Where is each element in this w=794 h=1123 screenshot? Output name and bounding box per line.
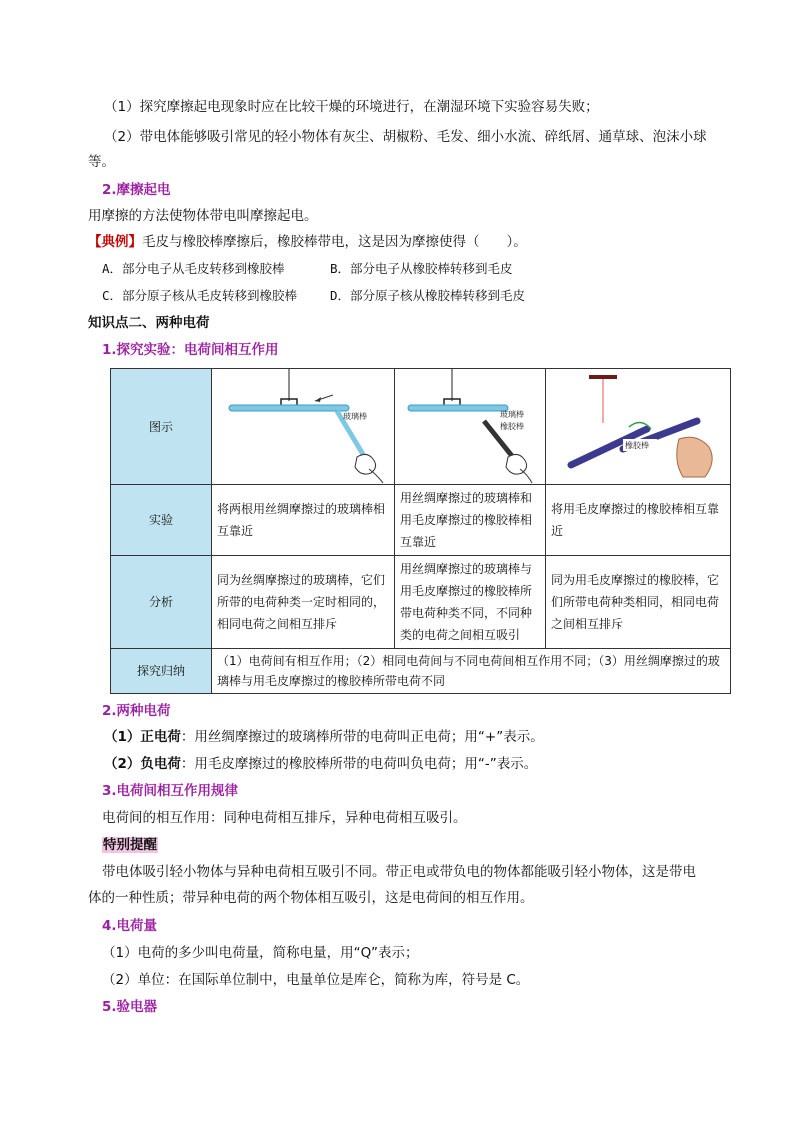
positive-charge-text: ：用丝绸摩擦过的玻璃棒所带的电荷叫正电荷；用“+”表示。 <box>180 729 544 745</box>
charge-quantity-definition: （1）电荷的多少叫电荷量，简称电量，用“Q”表示； <box>102 945 419 961</box>
table-row <box>111 369 731 485</box>
option-a: A．部分电子从毛皮转移到橡胶棒 <box>102 261 285 276</box>
option-b: B．部分电子从橡胶棒转移到毛皮 <box>330 261 513 276</box>
section-heading-two-charges: 2.两种电荷 <box>102 703 171 719</box>
diagram-glass-rubber <box>395 369 546 485</box>
row-label-diagram: 图示 <box>111 369 212 485</box>
negative-number: （2） <box>104 756 141 772</box>
label-rubber-rod-2: 橡胶棒 <box>500 422 524 431</box>
friction-definition: 用摩擦的方法使物体带电叫摩擦起电。 <box>88 208 318 224</box>
diagram-rubber-rubber <box>546 369 731 485</box>
special-note-label: 特别提醒 <box>103 837 157 853</box>
interaction-law-text: 电荷间的相互作用：同种电荷相互排斥，异种电荷相互吸引。 <box>102 810 467 826</box>
option-c: C．部分原子核从毛皮转移到橡胶棒 <box>102 288 298 303</box>
row-label-summary: 探究归纳 <box>111 649 212 694</box>
positive-charge-definition <box>104 727 544 747</box>
charge-quantity-unit: （2）单位：在国际单位制中，电量单位是库仑，简称为库，符号是 C。 <box>102 972 530 988</box>
special-note-label-wrap <box>102 835 158 855</box>
example-tag: 【典例】 <box>88 234 142 250</box>
intro-note-1: （1）探究摩擦起电现象时应在比较干燥的环境进行，在潮湿环境下实验容易失败； <box>104 99 599 115</box>
section-heading-charge-quantity: 4.电荷量 <box>102 918 158 934</box>
intro-note-2-line1: （2）带电体能够吸引常见的轻小物体有灰尘、胡椒粉、毛发、细小水流、碎纸屑、通草球、泡沫小球 <box>104 129 707 145</box>
analysis-cell-1: 同为丝绸摩擦过的玻璃棒，它们所带的电荷种类一定时相同的，相同电荷之间相互排斥 <box>212 556 395 649</box>
example-text: 毛皮与橡胶棒摩擦后，橡胶棒带电，这是因为摩擦使得（ ）。 <box>142 234 527 250</box>
label-rubber-rod-3: 橡胶棒 <box>625 441 649 450</box>
experiment-cell-2: 用丝绸摩擦过的玻璃棒和用毛皮摩擦过的橡胶棒相互靠近 <box>395 485 546 556</box>
positive-number: （1） <box>104 729 141 745</box>
row-label-experiment: 实验 <box>111 485 212 556</box>
special-note-line1: 带电体吸引轻小物体与异种电荷相互吸引不同。带正电或带负电的物体都能吸引轻小物体，这是带电 <box>102 864 696 880</box>
experiment-cell-1: 将两根用丝绸摩擦过的玻璃棒相互靠近 <box>212 485 395 556</box>
section-heading-interaction-law: 3.电荷间相互作用规律 <box>102 783 239 799</box>
diagram-glass-glass <box>212 369 395 485</box>
negative-charge-term: 负电荷 <box>140 756 181 772</box>
positive-charge-term: 正电荷 <box>140 729 181 745</box>
summary-cell: （1）电荷间有相互作用；（2）相同电荷间与不同电荷间相互作用不同；（3）用丝绸摩擦过的玻璃棒与用毛皮摩擦过的橡胶棒所带电荷不同 <box>212 649 731 694</box>
label-glass-rod-1: 玻璃棒 <box>343 412 367 421</box>
negative-charge-text: ：用毛皮摩擦过的橡胶棒所带的电荷叫负电荷；用“-”表示。 <box>180 756 538 772</box>
experiment-table <box>110 368 731 694</box>
intro-note-2-line2: 等。 <box>88 154 115 170</box>
section-heading-electroscope: 5.验电器 <box>102 999 158 1015</box>
experiment-cell-3: 将用毛皮摩擦过的橡胶棒相互靠近 <box>546 485 731 556</box>
label-glass-rod-2: 玻璃棒 <box>500 410 524 419</box>
table-row <box>111 556 731 649</box>
knowledge-point-title: 知识点二、两种电荷 <box>88 315 210 331</box>
row-label-analysis: 分析 <box>111 556 212 649</box>
option-d: D．部分原子核从橡胶棒转移到毛皮 <box>330 288 526 303</box>
section-heading-friction: 2.摩擦起电 <box>102 182 171 198</box>
subsection-heading-experiment: 1.探究实验：电荷间相互作用 <box>102 342 279 358</box>
analysis-cell-2: 用丝绸摩擦过的玻璃棒与用毛皮摩擦过的橡胶棒所带电荷种类不同，不同种类的电荷之间相互吸引 <box>395 556 546 649</box>
table-row <box>111 485 731 556</box>
analysis-cell-3: 同为用毛皮摩擦过的橡胶棒，它们所带电荷种类相同，相同电荷之间相互排斥 <box>546 556 731 649</box>
example-question <box>88 232 527 252</box>
special-note-line2: 体的一种性质；带异种电荷的两个物体相互吸引，这是电荷间的相互作用。 <box>88 890 534 906</box>
negative-charge-definition <box>104 754 537 774</box>
table-row <box>111 649 731 694</box>
